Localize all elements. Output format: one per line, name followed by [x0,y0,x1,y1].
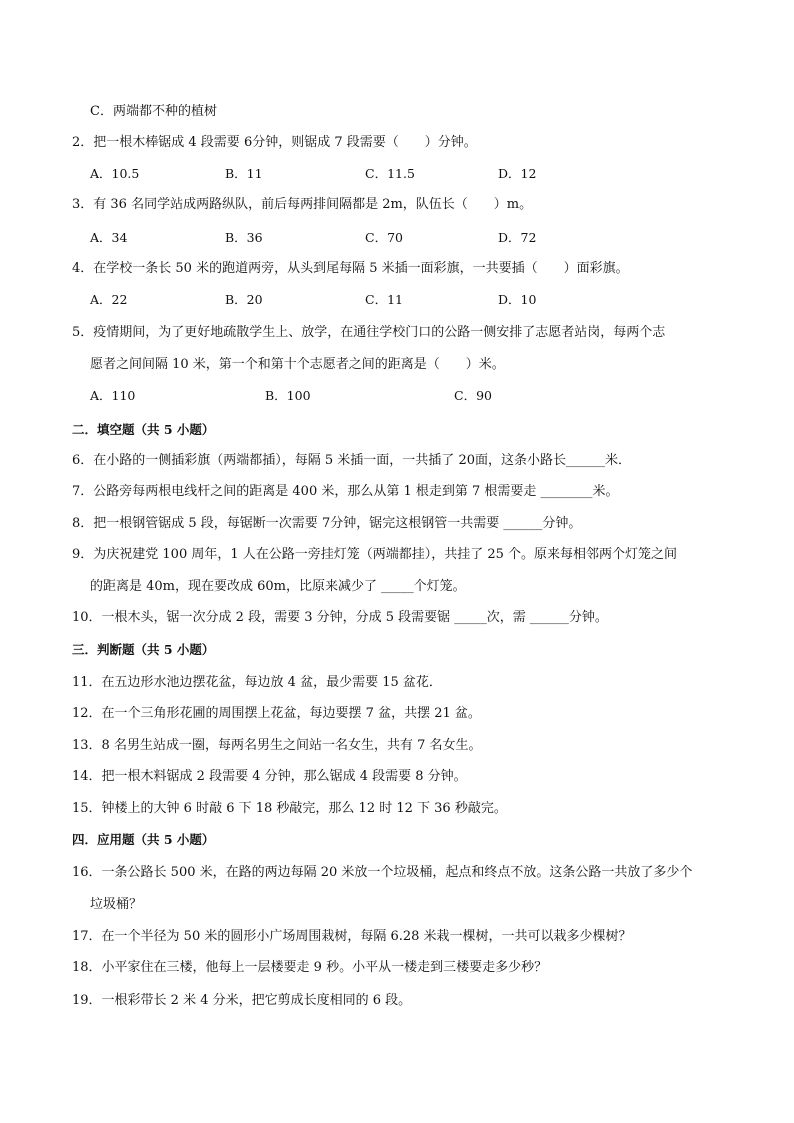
question-15: 15．钟楼上的大钟 6 时敲 6 下 18 秒敲完，那么 12 时 12 下 36 秒敲完。 [72,801,507,816]
question-14: 14．把一根木料锯成 2 段需要 4 分钟，那么锯成 4 段需要 8 分钟。 [72,769,467,784]
q5-option-a: A．110 [90,388,136,403]
question-12: 12．在一个三角形花圃的周围摆上花盆，每边要摆 7 盆，共摆 21 盆。 [72,706,481,721]
q4-option-d: D．10 [498,292,537,307]
question-5-line-1: 5．疫情期间，为了更好地疏散学生上、放学，在通往学校门口的公路一侧安排了志愿者站岗，每两个志 [72,325,666,340]
section-4-heading: 四．应用题（共 5 小题） [72,832,215,847]
q3-option-c: C．70 [365,230,403,245]
q5-option-c: C．90 [454,388,492,403]
question-8: 8．把一根钢管锯成 5 段，每锯断一次需要 7分钟，锯完这根钢管一共需要 ______分钟。 [72,516,582,531]
q1-option-c: C．两端都不种的植树 [90,104,217,119]
q2-option-a: A．10.5 [90,166,140,181]
q4-option-c: C．11 [365,292,403,307]
q2-option-b: B．11 [225,166,263,181]
q5-option-b: B．100 [265,388,311,403]
question-2: 2．把一根木棒锯成 4 段需要 6分钟，则锯成 7 段需要（ ）分钟。 [72,135,477,150]
q4-option-a: A．22 [90,292,128,307]
question-3: 3．有 36 名同学站成两路纵队，前后每两排间隔都是 2m，队伍长（ ）m。 [72,197,533,212]
question-13: 13．8 名男生站成一圈，每两名男生之间站一名女生，共有 7 名女生。 [72,738,482,753]
question-10: 10．一根木头，锯一次分成 2 段，需要 3 分钟，分成 5 段需要锯 _____次，需 ______分钟。 [72,610,608,625]
question-16-line-1: 16．一条公路长 500 米，在路的两边每隔 20 米放一个垃圾桶，起点和终点不放。这条公路一共放了多少个 [72,865,693,880]
question-4: 4．在学校一条长 50 米的跑道两旁，从头到尾每隔 5 米插一面彩旗，一共要插（ ）面彩旗。 [72,261,629,276]
q4-option-b: B．20 [225,292,263,307]
question-5-line-2: 愿者之间间隔 10 米，第一个和第十个志愿者之间的距离是（ ）米。 [90,357,505,372]
section-3-heading: 三．判断题（共 5 小题） [72,642,215,657]
question-7: 7．公路旁每两根电线杆之间的距离是 400 米，那么从第 1 根走到第 7 根需要走 ________米。 [72,484,619,499]
question-11: 11．在五边形水池边摆花盆，每边放 4 盆，最少需要 15 盆花． [72,675,442,690]
q3-option-b: B．36 [225,230,263,245]
question-18: 18．小平家住在三楼，他每上一层楼要走 9 秒。小平从一楼走到三楼要走多少秒？ [72,960,548,975]
question-16-line-2: 垃圾桶？ [90,897,143,912]
section-2-heading: 二．填空题（共 5 小题） [72,422,215,437]
q3-option-a: A．34 [90,230,128,245]
question-9-line-1: 9．为庆祝建党 100 周年，1 人在公路一旁挂灯笼（两端都挂），共挂了 25 个。原来每相邻两个灯笼之间 [72,547,678,562]
question-19: 19．一根彩带长 2 米 4 分米，把它剪成长度相同的 6 段。 [72,993,412,1008]
question-6: 6．在小路的一侧插彩旗（两端都插），每隔 5 米插一面，一共插了 20面，这条小路长______米． [72,453,631,468]
q2-option-c: C．11.5 [365,166,415,181]
question-17: 17．在一个半径为 50 米的圆形小广场周围栽树，每隔 6.28 米栽一棵树，一共可以栽多少棵树？ [72,929,632,944]
q2-option-d: D．12 [498,166,537,181]
question-9-line-2: 的距离是 40m，现在要改成 60m，比原来减少了 _____个灯笼。 [90,579,466,594]
q3-option-d: D．72 [498,230,537,245]
